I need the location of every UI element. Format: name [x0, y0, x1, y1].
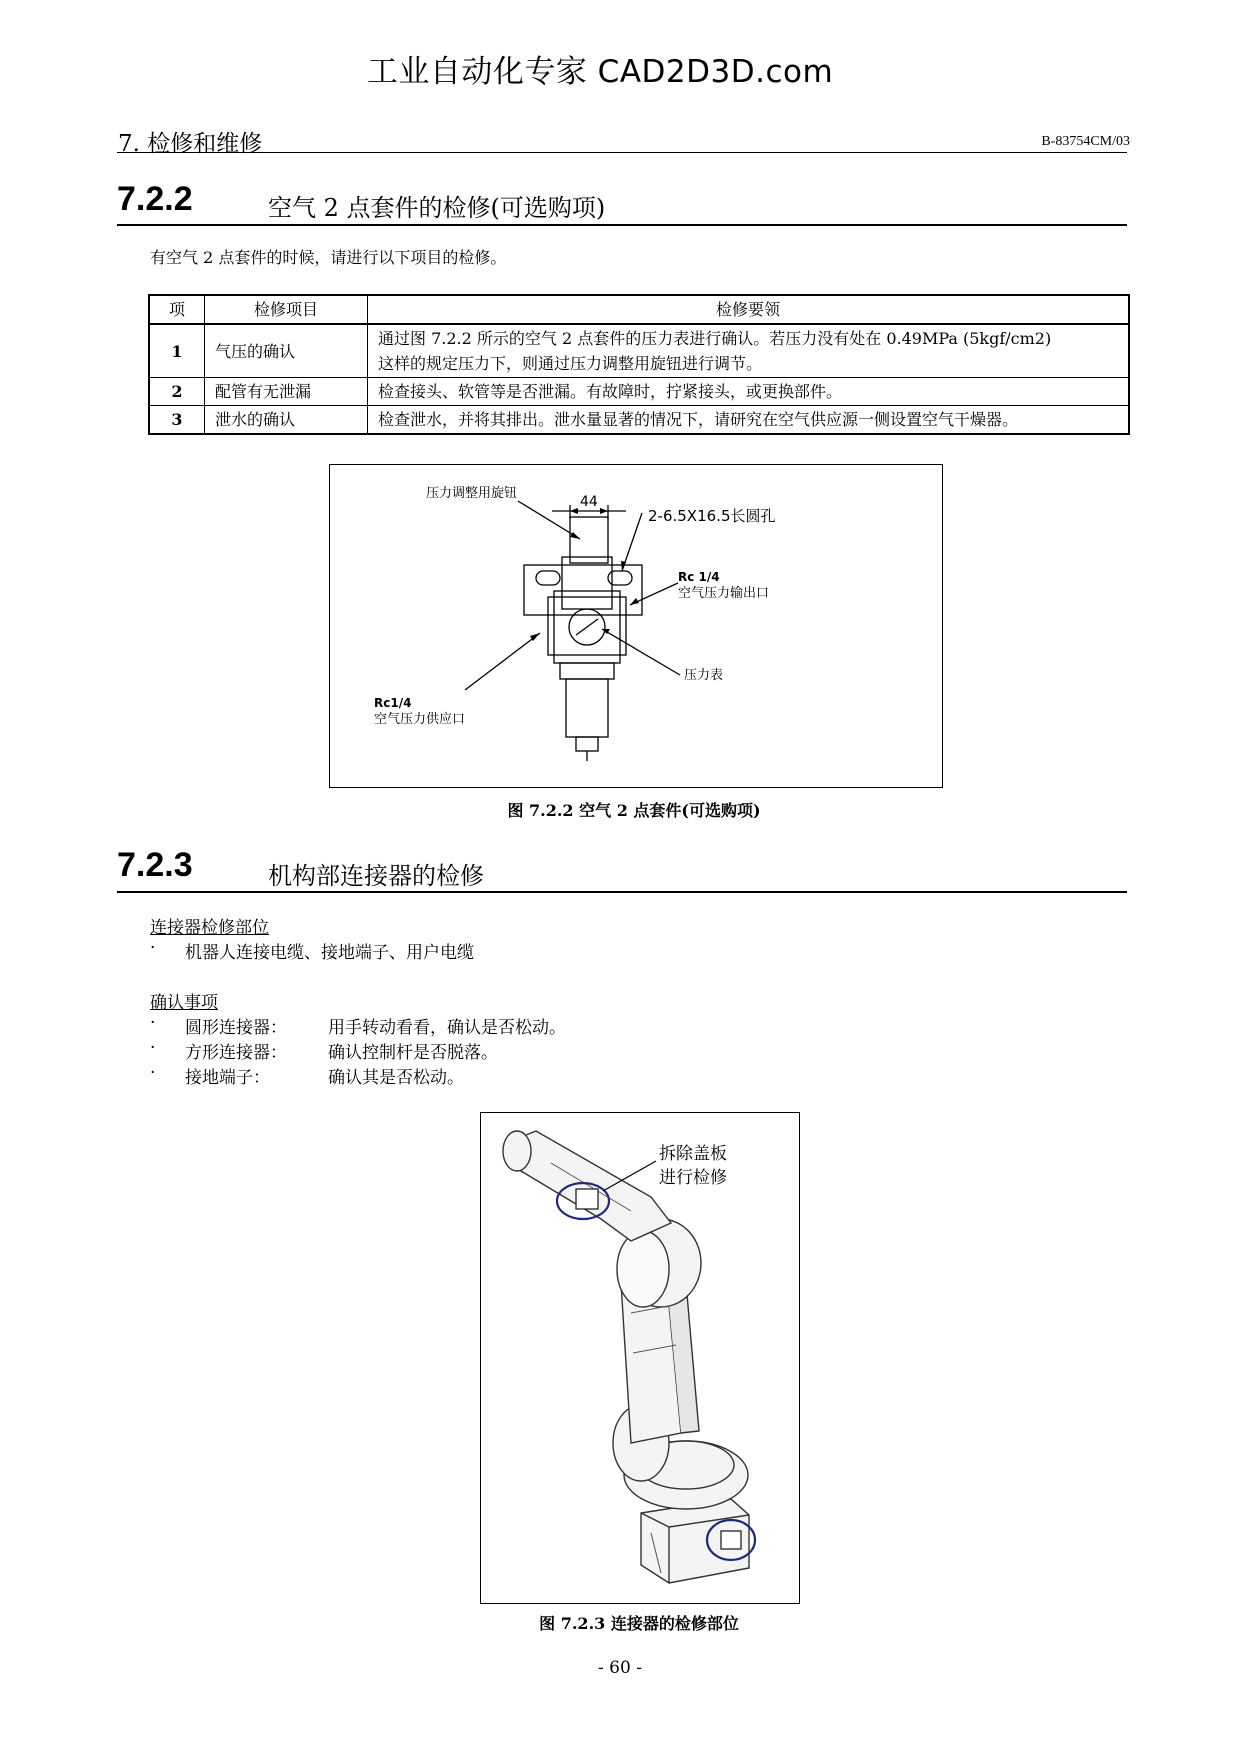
checks-heading: 确认事项 — [150, 993, 218, 1013]
robot-figure — [480, 1112, 800, 1604]
label-outlet: 空气压力输出口 — [678, 586, 770, 601]
row-points: 检查接头、软管等是否泄漏。有故障时，拧紧接头，或更换部件。 — [368, 378, 1130, 406]
robot-wrist — [503, 1131, 531, 1171]
check-desc: 确认控制杆是否脱落。 — [328, 1043, 498, 1063]
row-no: 2 — [149, 378, 205, 406]
row-item: 配管有无泄漏 — [205, 378, 368, 406]
slot-left — [536, 571, 560, 585]
label-gauge: 压力表 — [684, 668, 724, 683]
location-item: 机器人连接电缆、接地端子、用户电缆 — [185, 943, 474, 963]
label-knob: 压力调整用旋钮 — [426, 486, 518, 501]
table-row — [149, 378, 1129, 406]
locations-heading: 连接器检修部位 — [150, 918, 269, 938]
chapter-title: 7. 检修和维修 — [118, 131, 263, 157]
base-connector — [721, 1531, 741, 1549]
section-723-divider — [117, 891, 1127, 893]
label-inlet-thread: Rc1/4 — [374, 696, 412, 710]
annotation-line-2: 进行检修 — [659, 1168, 727, 1188]
bullet-dot: · — [150, 1063, 156, 1083]
header-divider — [117, 152, 1127, 153]
bullet-dot: · — [150, 938, 156, 958]
check-name: 方形连接器： — [185, 1043, 287, 1063]
row-points — [368, 324, 1130, 378]
header-points: 检修要领 — [368, 295, 1130, 324]
bullet-dot: · — [150, 1013, 156, 1033]
air-unit-figure — [329, 464, 943, 788]
row-item: 气压的确认 — [205, 324, 368, 378]
figure-722-caption: 图 7.2.2 空气 2 点套件(可选购项) — [507, 801, 761, 820]
check-desc: 用手转动看看，确认是否松动。 — [328, 1018, 566, 1038]
table-row — [149, 324, 1129, 378]
arm-connector — [576, 1189, 598, 1209]
check-name: 圆形连接器： — [185, 1018, 287, 1038]
section-722-title: 空气 2 点套件的检修(可选购项) — [268, 194, 606, 222]
section-723-number: 7.2.3 — [117, 846, 193, 884]
label-holes: 2-6.5X16.5长圆孔 — [648, 507, 776, 525]
document-number: B-83754CM/03 — [1041, 134, 1130, 149]
check-desc: 确认其是否松动。 — [328, 1068, 464, 1088]
row-points-line: 通过图 7.2.2 所示的空气 2 点套件的压力表进行确认。若压力没有处在 0.49MPa (5kgf/cm2) — [378, 329, 1052, 348]
annotation-line-1: 拆除盖板 — [659, 1144, 727, 1164]
section-722-number: 7.2.2 — [117, 180, 193, 218]
row-item: 泄水的确认 — [205, 406, 368, 435]
robot-diagram — [481, 1113, 799, 1603]
page-number: - 60 - — [598, 1658, 642, 1678]
inspection-table — [148, 294, 1130, 435]
row-no: 1 — [149, 324, 205, 378]
adjust-knob — [570, 517, 608, 563]
header-no: 项 — [149, 295, 205, 324]
regulator-frame — [548, 597, 626, 655]
check-name: 接地端子： — [185, 1068, 270, 1088]
bullet-dot: · — [150, 1038, 156, 1058]
header-item: 检修项目 — [205, 295, 368, 324]
label-inlet: 空气压力供应口 — [374, 712, 466, 727]
table-row — [149, 406, 1129, 435]
section-723-title: 机构部连接器的检修 — [268, 862, 484, 890]
row-no: 3 — [149, 406, 205, 435]
figure-723-caption: 图 7.2.3 连接器的检修部位 — [539, 1614, 739, 1633]
row-points: 检查泄水，并将其排出。泄水量显著的情况下，请研究在空气供应源一侧设置空气干燥器。 — [368, 406, 1130, 435]
section-722-divider — [117, 224, 1127, 226]
table-header-row — [149, 295, 1129, 324]
air-unit-diagram — [330, 465, 942, 787]
label-dimension: 44 — [580, 494, 598, 510]
bracket-plate — [524, 565, 642, 615]
section-722-intro: 有空气 2 点套件的时候，请进行以下项目的检修。 — [150, 248, 507, 267]
row-points-line: 这样的规定压力下，则通过压力调整用旋钮进行调节。 — [378, 354, 763, 373]
label-outlet-thread: Rc 1/4 — [678, 570, 720, 584]
site-title: 工业自动化专家 CAD2D3D.com — [366, 54, 834, 90]
robot-upper-arm — [511, 1131, 671, 1241]
